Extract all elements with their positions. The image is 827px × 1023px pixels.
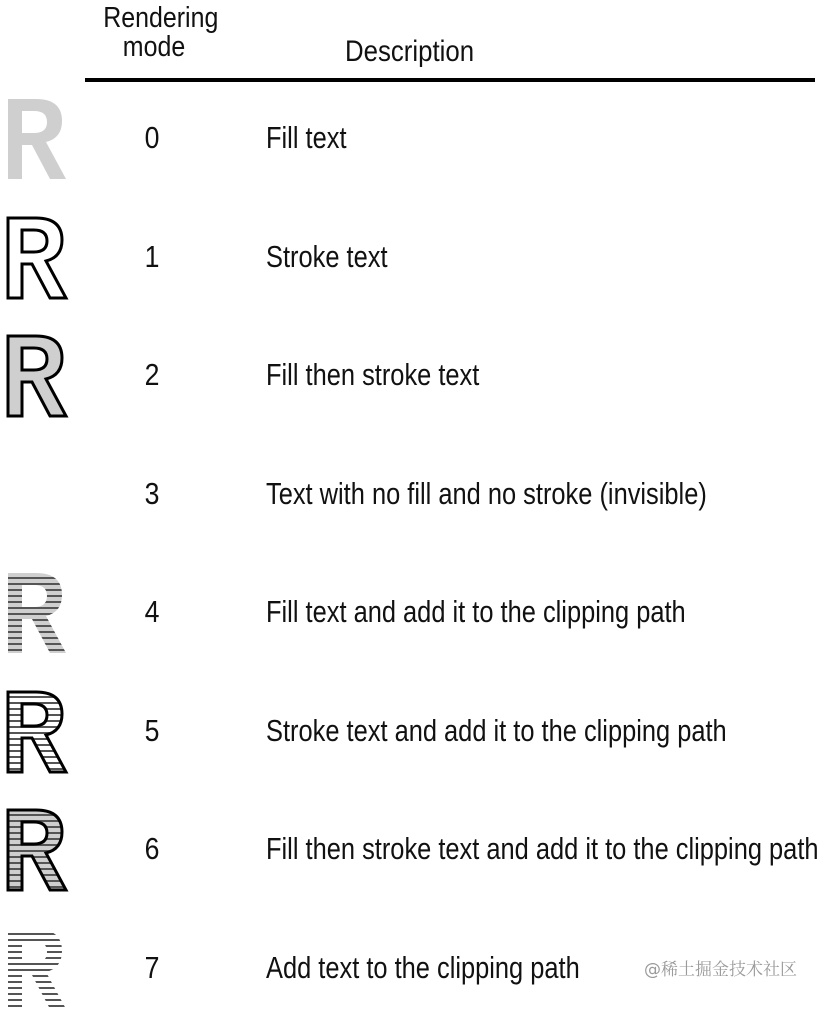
mode-description: Stroke text and add it to the clipping path <box>266 712 727 748</box>
rendering-mode-header-line2: mode <box>122 31 186 63</box>
rendering-mode-7-r-glyph <box>0 913 70 1023</box>
table-row <box>0 320 827 430</box>
table-row <box>0 676 827 786</box>
rendering-mode-2-r-glyph <box>0 320 70 430</box>
rendering-mode-header-line1: Rendering <box>103 2 219 34</box>
mode-description: Fill text <box>266 120 347 155</box>
description-header: Description <box>345 35 475 68</box>
rendering-mode-6-r-glyph <box>0 794 70 904</box>
mode-description: Add text to the clipping path <box>266 949 580 985</box>
mode-description: Fill then stroke text and add it to the clipping path <box>266 831 819 866</box>
mode-number: 5 <box>144 712 160 748</box>
mode-number: 3 <box>144 475 160 511</box>
mode-number: 6 <box>144 831 160 866</box>
mode-description: Fill then stroke text <box>266 357 480 392</box>
mode-number: 1 <box>144 238 160 274</box>
rendering-mode-3-r-glyph <box>0 439 70 549</box>
mode-number: 0 <box>144 120 160 155</box>
mode-number: 2 <box>144 357 160 392</box>
mode-number: 7 <box>144 949 160 985</box>
mode-description: Text with no fill and no stroke (invisible) <box>266 475 707 511</box>
table-row <box>0 794 827 904</box>
mode-description: Fill text and add it to the clipping path <box>266 594 686 629</box>
rendering-mode-header <box>103 2 219 63</box>
table-row <box>0 439 827 549</box>
mode-number: 4 <box>144 594 160 629</box>
table-row <box>0 202 827 312</box>
header-rule <box>85 78 815 82</box>
mode-description: Stroke text <box>266 238 388 274</box>
table-row <box>0 83 827 193</box>
rendering-mode-4-r-glyph <box>0 557 70 667</box>
rendering-mode-1-r-glyph <box>0 202 70 312</box>
table-row <box>0 557 827 667</box>
watermark: @稀土掘金技术社区 <box>644 960 797 980</box>
rendering-mode-0-r-glyph <box>0 83 70 193</box>
rendering-mode-5-r-glyph <box>0 676 70 786</box>
